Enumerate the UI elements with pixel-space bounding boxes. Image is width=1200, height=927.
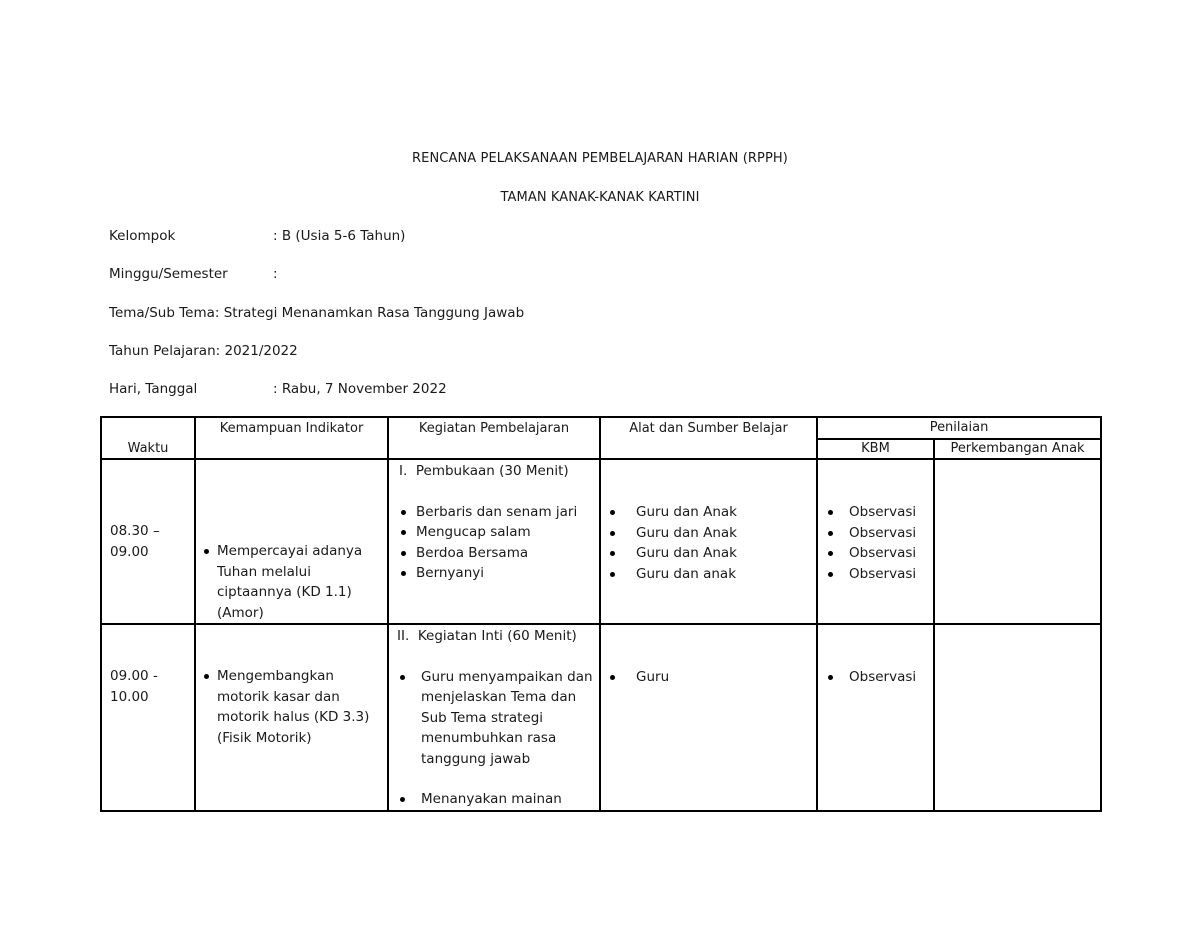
- info-label: Hari, Tanggal: [109, 381, 198, 397]
- header-kemampuan-label: Kemampuan Indikator: [219, 421, 364, 436]
- document-title: RENCANA PELAKSANAAN PEMBELAJARAN HARIAN (RPPH): [412, 151, 788, 166]
- header-kbm-label: KBM: [861, 441, 890, 456]
- cell-waktu: [101, 624, 195, 811]
- kegiatan-text: Berdoa Bersama: [416, 544, 529, 561]
- waktu-line: 10.00: [110, 688, 149, 705]
- list-item: [849, 564, 933, 585]
- list-item: [849, 667, 933, 688]
- alat-text: Guru dan Anak: [636, 524, 737, 541]
- kbm-text: Observasi: [849, 504, 917, 520]
- info-value: :: [273, 266, 278, 282]
- kegiatan-text: Berbaris dan senam jari: [416, 503, 578, 520]
- list-item: [416, 502, 599, 523]
- kemampuan-line: motorik halus (KD 3.3): [217, 709, 370, 725]
- bullet-icon: [610, 675, 615, 680]
- info-label: Tema/Sub Tema: Strategi Menanamkan Rasa Tanggung Jawab: [109, 305, 525, 321]
- alat-text: Guru: [636, 669, 670, 685]
- kbm-text: Observasi: [849, 669, 917, 685]
- bullet-icon: [610, 510, 615, 515]
- section-heading: [399, 461, 599, 482]
- cell-perkembangan: [934, 624, 1101, 811]
- info-tema: [109, 305, 524, 321]
- cell-kemampuan: [195, 624, 388, 811]
- kemampuan-line: ciptaannya (KD 1.1): [217, 584, 352, 600]
- list-item: [217, 541, 387, 562]
- waktu-line: 08.30 –: [110, 523, 160, 539]
- info-hari-tanggal: [109, 381, 447, 397]
- list-item: [636, 667, 816, 688]
- bullet-icon: [401, 551, 406, 556]
- header-alat-label: Alat dan Sumber Belajar: [629, 421, 788, 436]
- list-item: [416, 543, 599, 564]
- list-item: [217, 666, 387, 687]
- kbm-text: Observasi: [849, 565, 917, 582]
- header-perkembangan-label: Perkembangan Anak: [950, 441, 1085, 456]
- kemampuan-text: Mengembangkan: [217, 668, 334, 684]
- rpph-table: [100, 416, 1102, 812]
- list-item: [849, 543, 933, 564]
- alat-text: Guru dan Anak: [636, 545, 737, 561]
- table-row: [101, 624, 1101, 811]
- school-name: TAMAN KANAK-KANAK KARTINI: [500, 190, 700, 205]
- list-item: [636, 543, 816, 564]
- bullet-icon: [828, 551, 833, 556]
- list-item: [849, 523, 933, 544]
- bullet-icon: [204, 674, 209, 679]
- list-item: [849, 502, 933, 523]
- cell-alat: [600, 624, 817, 811]
- kemampuan-line: (Amor): [217, 604, 264, 621]
- bullet-icon: [828, 675, 833, 680]
- cell-kbm: [817, 624, 934, 811]
- kemampuan-line: (Fisik Motorik): [217, 729, 312, 746]
- header-penilaian-label: Penilaian: [929, 420, 989, 435]
- header-penilaian: [817, 417, 1101, 439]
- section-title: Kegiatan Inti (60 Menit): [417, 628, 577, 644]
- list-item: [416, 522, 599, 543]
- list-item: [636, 523, 816, 544]
- bullet-icon: [610, 531, 615, 536]
- header-perkembangan: [934, 439, 1101, 459]
- table-row: [101, 459, 1101, 624]
- kegiatan-line: tanggung jawab: [421, 750, 531, 767]
- list-item: [416, 563, 599, 584]
- cell-kegiatan: [388, 624, 600, 811]
- header-waktu: [101, 417, 195, 459]
- info-label: Tahun Pelajaran: 2021/2022: [109, 343, 298, 359]
- bullet-icon: [401, 530, 406, 535]
- bullet-icon: [401, 510, 406, 515]
- info-minggu-semester: [109, 266, 278, 282]
- info-kelompok: [109, 228, 406, 244]
- info-label: Minggu/Semester: [109, 266, 228, 282]
- cell-alat: [600, 459, 817, 624]
- cell-kegiatan: [388, 459, 600, 624]
- section-title: Pembukaan (30 Menit): [415, 463, 569, 479]
- cell-perkembangan: [934, 459, 1101, 624]
- bullet-icon: [204, 549, 209, 554]
- kegiatan-line: menjelaskan Tema dan: [421, 689, 577, 705]
- bullet-icon: [828, 572, 833, 577]
- list-item: [421, 789, 599, 810]
- bullet-icon: [610, 572, 615, 577]
- bullet-icon: [828, 531, 833, 536]
- info-label: Kelompok: [109, 228, 176, 244]
- header-kbm: [817, 439, 934, 459]
- cell-waktu: [101, 459, 195, 624]
- kemampuan-line: Tuhan melalui: [217, 563, 311, 580]
- kemampuan-line: motorik kasar dan: [217, 688, 340, 705]
- kbm-text: Observasi: [849, 524, 917, 541]
- kegiatan-line: menumbuhkan rasa: [421, 730, 557, 746]
- header-waktu-label: Waktu: [127, 441, 169, 456]
- header-alat: [600, 417, 817, 459]
- cell-kbm: [817, 459, 934, 624]
- alat-text: Guru dan Anak: [636, 504, 737, 520]
- section-heading: [397, 626, 599, 647]
- header-kegiatan-label: Kegiatan Pembelajaran: [418, 421, 570, 436]
- kegiatan-text: Bernyanyi: [416, 565, 484, 581]
- info-value: : Rabu, 7 November 2022: [273, 381, 447, 397]
- kegiatan-text: Menanyakan mainan: [421, 791, 562, 807]
- bullet-icon: [400, 797, 405, 802]
- bullet-icon: [400, 675, 405, 680]
- kemampuan-text: Mempercayai adanya: [217, 543, 363, 559]
- cell-kemampuan: [195, 459, 388, 624]
- bullet-icon: [828, 510, 833, 515]
- section-number: II.: [397, 628, 410, 644]
- table-header-row: [101, 417, 1101, 439]
- bullet-icon: [610, 551, 615, 556]
- section-number: I.: [399, 463, 408, 479]
- kbm-text: Observasi: [849, 545, 917, 561]
- list-item: [636, 502, 816, 523]
- waktu-line: 09.00 -: [110, 668, 158, 684]
- list-item: [636, 564, 816, 585]
- header-kemampuan: [195, 417, 388, 459]
- info-tahun-pelajaran: [109, 343, 298, 359]
- info-value: : B (Usia 5-6 Tahun): [273, 228, 406, 244]
- bullet-icon: [401, 571, 406, 576]
- header-kegiatan: [388, 417, 600, 459]
- kegiatan-text: Guru menyampaikan dan: [421, 668, 593, 685]
- alat-text: Guru dan anak: [636, 565, 737, 582]
- list-item: [421, 667, 599, 688]
- kegiatan-line: Sub Tema strategi: [421, 709, 544, 726]
- waktu-line: 09.00: [110, 543, 149, 560]
- kegiatan-text: Mengucap salam: [416, 524, 531, 540]
